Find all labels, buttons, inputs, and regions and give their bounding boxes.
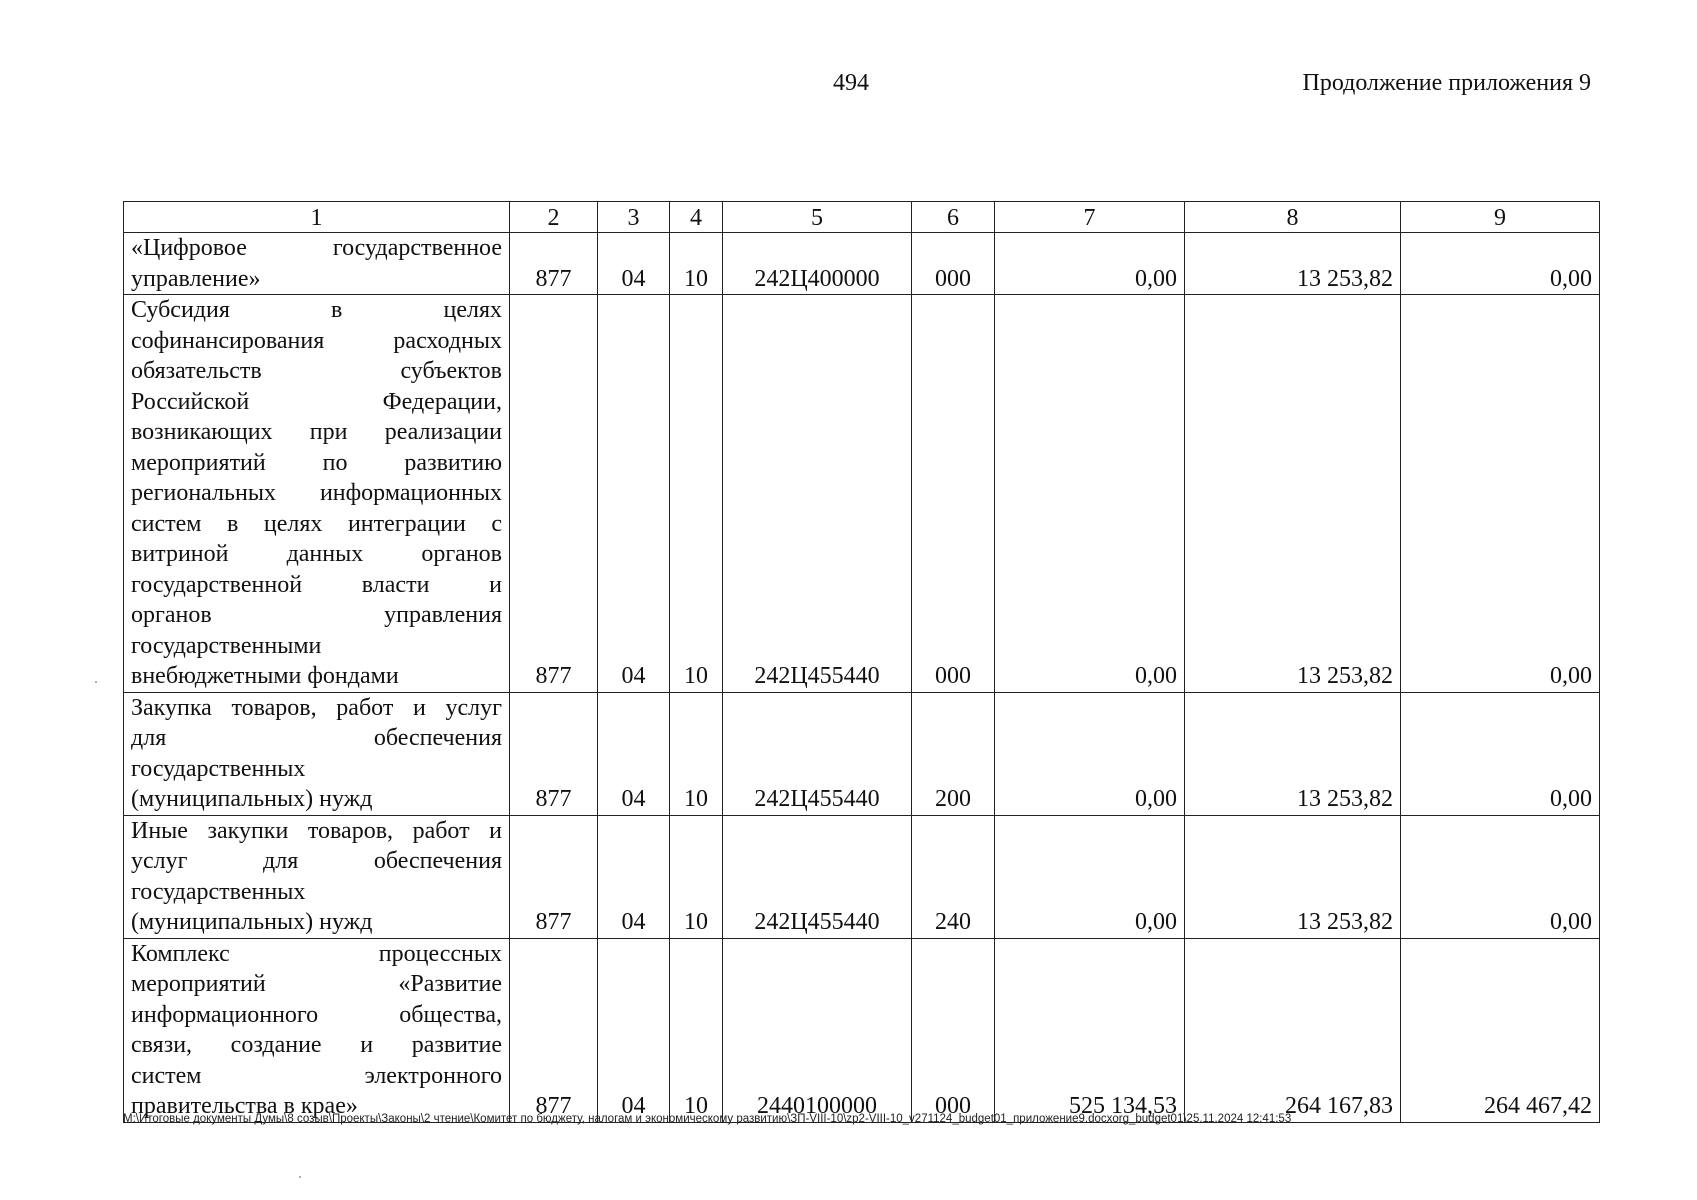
description-line: Субсидия в целях <box>131 297 502 323</box>
scan-speck <box>299 1176 301 1178</box>
description-line: государственной власти и <box>131 571 502 598</box>
target-article-code: 242Ц455440 <box>723 295 912 693</box>
column-number-3: 3 <box>598 202 670 233</box>
description-line: внебюджетными фондами <box>131 663 399 689</box>
description-line: услуг для обеспечения <box>131 848 502 874</box>
document-file-path: М:\Итоговые документы Думы\8 созыв\Проекты\Законы\2 чтение\Комитет по бюджету, налогам и экономическому развитию\ЗП-VIII-10\zp2-VIII-10_v271124_budget01_приложение9.docxorg_budget01\25.11.2024 12:41:53 <box>123 1113 1292 1125</box>
amount-col-9: 0,00 <box>1401 692 1600 815</box>
amount-col-8: 13 253,82 <box>1185 692 1401 815</box>
expense-type-code: 200 <box>912 692 995 815</box>
column-number-5: 5 <box>723 202 912 233</box>
description-line: возникающих при реализации <box>131 419 502 445</box>
appendix-continuation-label: Продолжение приложения 9 <box>1302 70 1591 96</box>
target-article-code: 242Ц400000 <box>723 233 912 295</box>
description-line: для обеспечения <box>131 725 502 751</box>
column-number-8: 8 <box>1185 202 1401 233</box>
row-description <box>124 815 510 938</box>
column-number-row <box>124 202 1600 233</box>
subsection-code: 10 <box>670 692 723 815</box>
column-number-7: 7 <box>995 202 1185 233</box>
amount-col-9: 0,00 <box>1401 815 1600 938</box>
amount-col-7: 525 134,53 <box>995 938 1185 1122</box>
description-line: государственных <box>131 878 306 905</box>
table-row <box>124 938 1600 1122</box>
description-line: систем электронного <box>131 1062 502 1089</box>
expense-type-code: 000 <box>912 233 995 295</box>
target-article-code: 242Ц455440 <box>723 692 912 815</box>
expense-type-code: 240 <box>912 815 995 938</box>
ministry-code: 877 <box>510 692 598 815</box>
description-line: обязательств субъектов <box>131 358 502 384</box>
description-line: софинансирования расходных <box>131 327 502 354</box>
amount-col-9: 0,00 <box>1401 233 1600 295</box>
row-description <box>124 295 510 693</box>
section-code: 04 <box>598 295 670 693</box>
row-description <box>124 938 510 1122</box>
description-line: «Цифровое государственное <box>131 235 502 261</box>
description-line: Закупка товаров, работ и услуг <box>131 694 502 721</box>
amount-col-7: 0,00 <box>995 815 1185 938</box>
amount-col-9: 0,00 <box>1401 295 1600 693</box>
table-row <box>124 815 1600 938</box>
expense-type-code: 000 <box>912 295 995 693</box>
ministry-code: 877 <box>510 938 598 1122</box>
description-line: витриной данных органов <box>131 541 502 567</box>
section-code: 04 <box>598 233 670 295</box>
scan-speck <box>95 681 97 683</box>
section-code: 04 <box>598 815 670 938</box>
expense-type-code: 000 <box>912 938 995 1122</box>
description-line: систем в целях интеграции с <box>131 510 502 537</box>
subsection-code: 10 <box>670 233 723 295</box>
subsection-code: 10 <box>670 295 723 693</box>
description-line: Комплекс процессных <box>131 940 502 967</box>
row-description <box>124 692 510 815</box>
amount-col-8: 13 253,82 <box>1185 295 1401 693</box>
row-description <box>124 233 510 295</box>
amount-col-7: 0,00 <box>995 233 1185 295</box>
target-article-code: 2440100000 <box>723 938 912 1122</box>
table-row <box>124 233 1600 295</box>
column-number-4: 4 <box>670 202 723 233</box>
table-row <box>124 295 1600 693</box>
description-line: мероприятий «Развитие <box>131 971 502 997</box>
section-code: 04 <box>598 938 670 1122</box>
amount-col-7: 0,00 <box>995 295 1185 693</box>
ministry-code: 877 <box>510 295 598 693</box>
description-line: связи, создание и развитие <box>131 1032 502 1058</box>
ministry-code: 877 <box>510 815 598 938</box>
column-number-9: 9 <box>1401 202 1600 233</box>
amount-col-9: 264 467,42 <box>1401 938 1600 1122</box>
target-article-code: 242Ц455440 <box>723 815 912 938</box>
description-line: государственных <box>131 755 306 782</box>
amount-col-8: 13 253,82 <box>1185 815 1401 938</box>
description-line: управление» <box>131 265 261 292</box>
column-number-6: 6 <box>912 202 995 233</box>
amount-col-8: 264 167,83 <box>1185 938 1401 1122</box>
description-line: Российской Федерации, <box>131 388 502 415</box>
column-number-2: 2 <box>510 202 598 233</box>
description-line: мероприятий по развитию <box>131 449 502 476</box>
subsection-code: 10 <box>670 938 723 1122</box>
description-line: органов управления <box>131 602 502 628</box>
budget-table <box>123 201 1600 1123</box>
table-row <box>124 692 1600 815</box>
subsection-code: 10 <box>670 815 723 938</box>
description-line: (муниципальных) нужд <box>131 909 373 935</box>
column-number-1: 1 <box>124 202 510 233</box>
ministry-code: 877 <box>510 233 598 295</box>
description-line: Иные закупки товаров, работ и <box>131 817 502 844</box>
description-line: (муниципальных) нужд <box>131 786 373 812</box>
description-line: государственными <box>131 632 322 659</box>
amount-col-7: 0,00 <box>995 692 1185 815</box>
section-code: 04 <box>598 692 670 815</box>
table-body <box>124 233 1600 1123</box>
page-number: 494 <box>833 70 869 96</box>
description-line: правительства в крае» <box>131 1093 358 1119</box>
amount-col-8: 13 253,82 <box>1185 233 1401 295</box>
description-line: региональных информационных <box>131 480 502 506</box>
description-line: информационного общества, <box>131 1001 502 1028</box>
